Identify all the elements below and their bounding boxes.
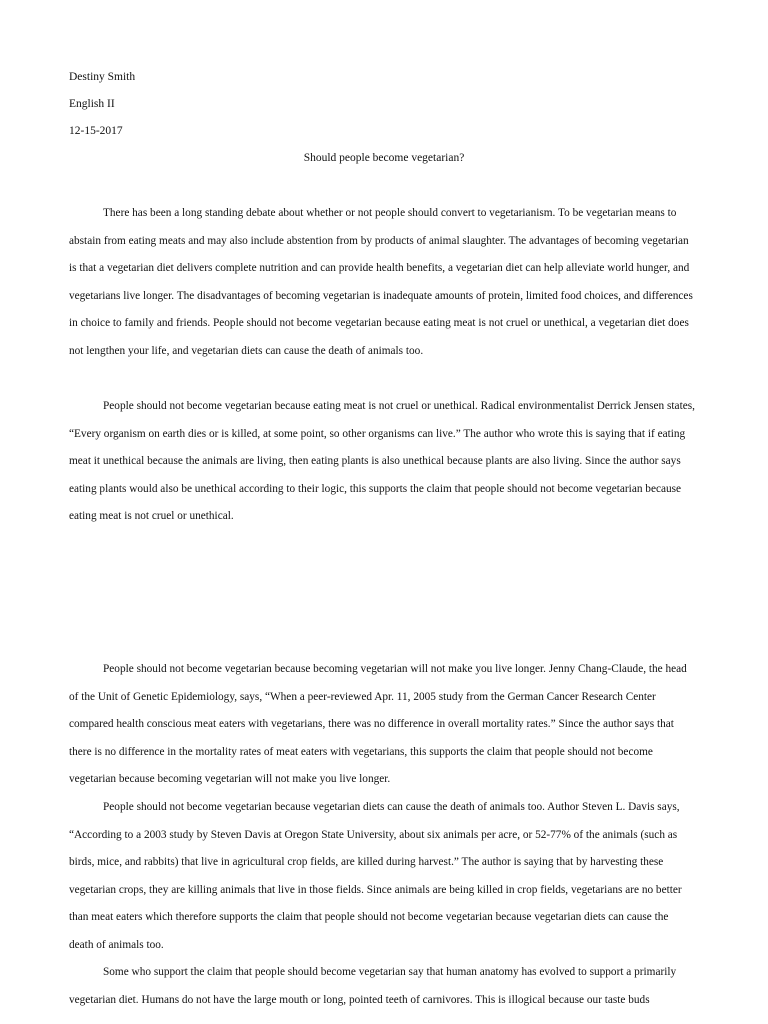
- course-name: English II: [69, 98, 115, 110]
- essay-date: 12-15-2017: [69, 125, 123, 137]
- essay-title: Should people become vegetarian?: [303, 152, 465, 164]
- paragraph-body-3: People should not become vegetarian because vegetarian diets can cause the death of animals too. Author Steven L. Davis says, “According to a 2003 study by Steven Davis at Oregon State University, about six animals per acre, or 52-77% of the animals (such as birds, mice, and rabbits) that live in agricultural crop fields, are killed during harvest.” The author is saying that by harvesting these vegetarian crops, they are killing animals that live in those fields. Since animals are being killed in crop fields, vegetarians are no better than meat eaters which therefore supports the claim that people should not become vegetarian because vegetarian diets can cause the death of animals too.: [69, 801, 682, 951]
- author-name: Destiny Smith: [69, 71, 136, 83]
- paragraph-counterclaim: Some who support the claim that people should become vegetarian say that human anatomy has evolved to support a primarily vegetarian diet. Humans do not have the large mouth or long, pointed teeth of carnivores. This is illogical because our taste buds: [69, 966, 677, 1006]
- paragraph-body-1: People should not become vegetarian because eating meat is not cruel or unethical. Radical environmentalist Derrick Jensen states, “Every organism on earth dies or is killed, at some point, so other organisms can live.” The author who wrote this is saying that if eating meat it unethical because the animals are living, then eating plants is also unethical because plants are also living. Since the author says eating plants would also be unethical according to their logic, this supports the claim that people should not become vegetarian because eating meat is not cruel or unethical.: [69, 400, 695, 523]
- paragraph-intro: There has been a long standing debate about whether or not people should convert to vegetarianism. To be vegetarian means to abstain from eating meats and may also include abstention from by products of animal slaughter. The advantages of becoming vegetarian is that a vegetarian diet delivers complete nutrition and can provide health benefits, a vegetarian diet can help alleviate world hunger, and vegetarians live longer. The disadvantages of becoming vegetarian is inadequate amounts of protein, limited food choices, and differences in choice to family and friends. People should not become vegetarian because eating meat is not cruel or unethical, a vegetarian diet does not lengthen your life, and vegetarian diets can cause the death of animals too.: [69, 207, 693, 357]
- paragraph-body-2: People should not become vegetarian because becoming vegetarian will not make you live longer. Jenny Chang-Claude, the head of the Unit of Genetic Epidemiology, says, “When a peer-reviewed Apr. 11, 2005 study from the German Cancer Research Center compared health conscious meat eaters with vegetarians, there was no difference in overall mortality rates.” Since the author says that there is no difference in the mortality rates of meat eaters with vegetarians, this supports the claim that people should not become vegetarian because becoming vegetarian will not make you live longer.: [69, 663, 687, 786]
